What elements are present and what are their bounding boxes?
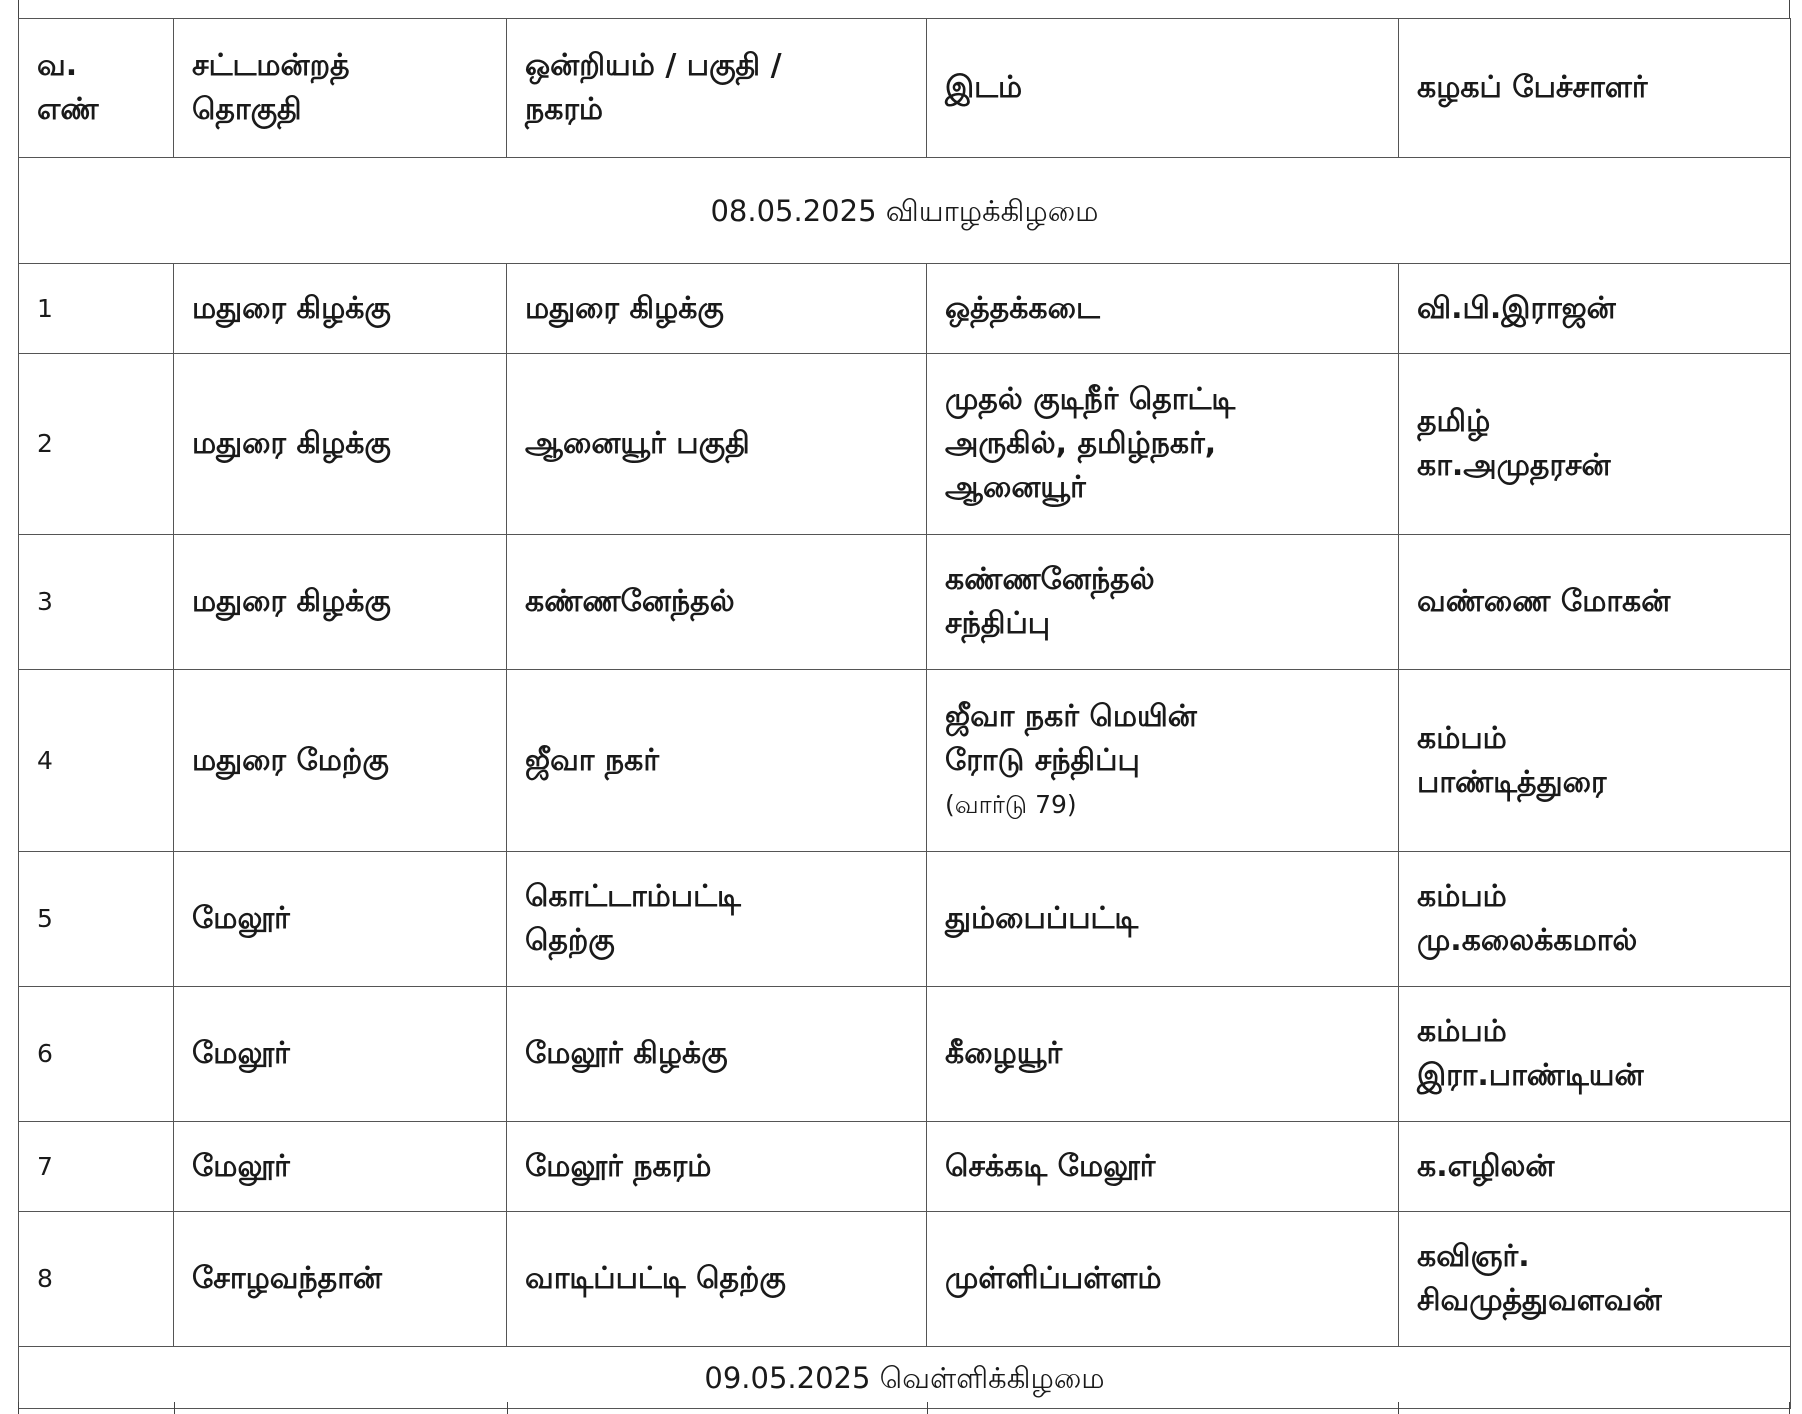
union-cell: கொட்டாம்பட்டி தெற்கு: [507, 852, 927, 987]
serial-number: 3: [19, 535, 174, 670]
table-continuation-edge: [18, 1402, 19, 1414]
serial-number: 8: [19, 1212, 174, 1347]
date-label: 08.05.2025 வியாழக்கிழமை: [19, 158, 1791, 264]
place-cell: முதல் குடிநீர் தொட்டி அருகில், தமிழ்நகர், ஆனையூர்: [927, 354, 1399, 535]
constituency-cell: மதுரை கிழக்கு: [174, 535, 507, 670]
table-continuation-edge: [1398, 1402, 1399, 1414]
constituency-cell: சோழவந்தான்: [174, 1212, 507, 1347]
header-union-area: ஒன்றியம் / பகுதி / நகரம்: [507, 19, 927, 158]
union-cell: ஆனையூர் பகுதி: [507, 354, 927, 535]
header-serial-number: வ. எண்: [19, 19, 174, 158]
table-row: [19, 1212, 1791, 1347]
union-cell: கண்ணனேந்தல்: [507, 535, 927, 670]
union-cell: மேலூர் கிழக்கு: [507, 987, 927, 1122]
serial-number: 6: [19, 987, 174, 1122]
table-row: [19, 670, 1791, 852]
header-speaker: கழகப் பேச்சாளர்: [1399, 19, 1791, 158]
union-cell: மதுரை கிழக்கு: [507, 264, 927, 354]
table-row: [19, 852, 1791, 987]
serial-number: 7: [19, 1122, 174, 1212]
date-row: [19, 158, 1791, 264]
place-cell: கண்ணனேந்தல் சந்திப்பு: [927, 535, 1399, 670]
serial-number: 5: [19, 852, 174, 987]
date-row: [19, 1347, 1791, 1409]
header-constituency: சட்டமன்றத் தொகுதி: [174, 19, 507, 158]
constituency-cell: மேலூர்: [174, 987, 507, 1122]
date-label: 09.05.2025 வெள்ளிக்கிழமை: [19, 1347, 1791, 1409]
table-continuation-edge: [174, 1402, 175, 1414]
table-continuation-edge: [507, 1402, 508, 1414]
speaker-cell: கம்பம் மு.கலைக்கமால்: [1399, 852, 1791, 987]
table-continuation-edge: [1789, 1402, 1790, 1414]
serial-number: 1: [19, 264, 174, 354]
ward-note: (வார்டு 79): [945, 789, 1077, 819]
union-cell: மேலூர் நகரம்: [507, 1122, 927, 1212]
constituency-cell: மேலூர்: [174, 852, 507, 987]
place-cell: கீழையூர்: [927, 987, 1399, 1122]
union-cell: வாடிப்பட்டி தெற்கு: [507, 1212, 927, 1347]
speaker-cell: க.எழிலன்: [1399, 1122, 1791, 1212]
place-cell: செக்கடி மேலூர்: [927, 1122, 1399, 1212]
constituency-cell: மதுரை கிழக்கு: [174, 354, 507, 535]
table-top-edge: [1789, 0, 1790, 18]
serial-number: 2: [19, 354, 174, 535]
constituency-cell: மதுரை கிழக்கு: [174, 264, 507, 354]
table-row: [19, 354, 1791, 535]
constituency-cell: மதுரை மேற்கு: [174, 670, 507, 852]
constituency-cell: மேலூர்: [174, 1122, 507, 1212]
table-top-edge: [18, 0, 19, 18]
speaker-cell: வி.பி.இராஜன்: [1399, 264, 1791, 354]
place-cell: தும்பைப்பட்டி: [927, 852, 1399, 987]
header-place: இடம்: [927, 19, 1399, 158]
speaker-cell: கவிஞர். சிவமுத்துவளவன்: [1399, 1212, 1791, 1347]
speaker-cell: கம்பம் இரா.பாண்டியன்: [1399, 987, 1791, 1122]
place-cell: முள்ளிப்பள்ளம்: [927, 1212, 1399, 1347]
table-row: [19, 264, 1791, 354]
speaker-cell: கம்பம் பாண்டித்துரை: [1399, 670, 1791, 852]
schedule-table: [18, 18, 1791, 1409]
speaker-cell: வண்ணை மோகன்: [1399, 535, 1791, 670]
table-header-row: [19, 19, 1791, 158]
table-row: [19, 987, 1791, 1122]
table-continuation-edge: [927, 1402, 928, 1414]
table-row: [19, 535, 1791, 670]
place-cell: ஜீவா நகர் மெயின் ரோடு சந்திப்பு (வார்டு 79): [927, 670, 1399, 852]
serial-number: 4: [19, 670, 174, 852]
union-cell: ஜீவா நகர்: [507, 670, 927, 852]
place-cell: ஒத்தக்கடை: [927, 264, 1399, 354]
table-row: [19, 1122, 1791, 1212]
speaker-cell: தமிழ் கா.அமுதரசன்: [1399, 354, 1791, 535]
